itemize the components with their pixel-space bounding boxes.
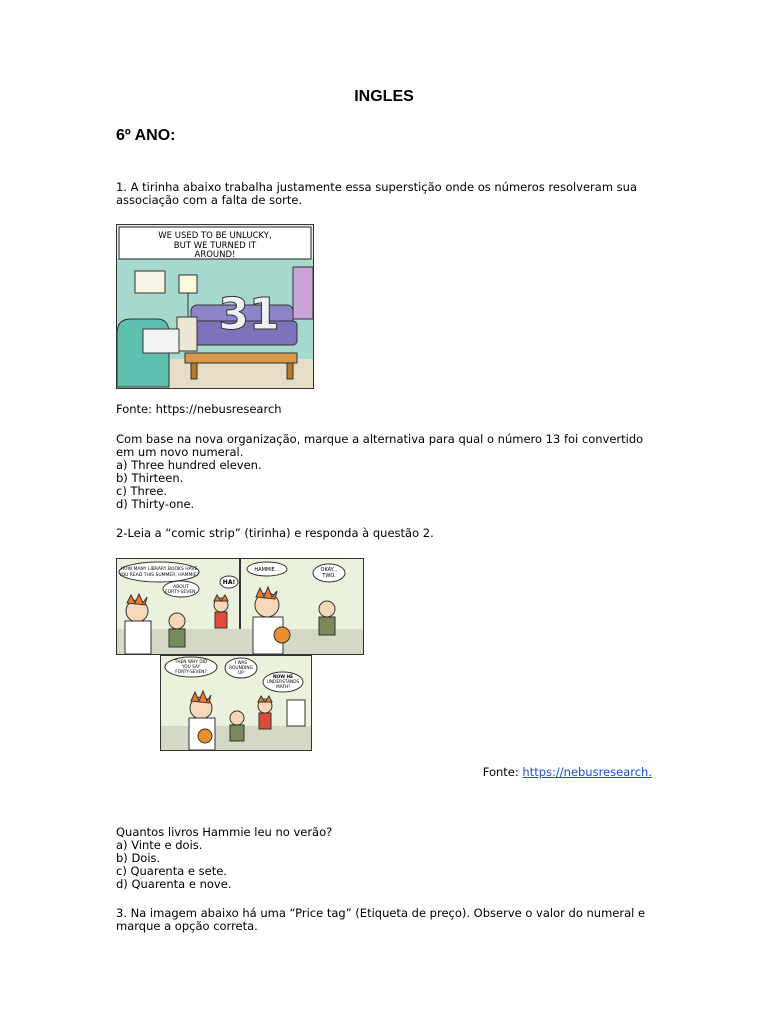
balloon-panel2-two: TWO.	[322, 573, 336, 579]
question-2-source-label: Fonte:	[482, 765, 523, 779]
comic-image-unlucky-numbers	[116, 224, 314, 389]
question-2-option-b: b) Dois.	[116, 851, 161, 865]
grade-heading: 6º ANO:	[116, 127, 176, 144]
comic-strip-top-illustration	[117, 559, 363, 654]
balloon-panel3-rounding-3: UP	[238, 671, 244, 676]
balloon-panel1-answer-1: ABOUT	[173, 585, 189, 590]
question-1-option-d: d) Thirty-one.	[116, 497, 195, 511]
question-1-option-a: a) Three hundred eleven.	[116, 458, 262, 472]
balloon-panel3-math-3: MATH!	[276, 685, 290, 690]
balloon-panel1-line2: YOU READ THIS SUMMER, HAMMIE?	[119, 573, 199, 578]
balloon-panel3-math-2: UNDERSTANDS	[266, 680, 300, 685]
balloon-panel3-math-1: NOW HE	[272, 675, 294, 680]
question-1-block	[116, 433, 656, 511]
balloon-panel1-answer-2: FORTY-SEVEN.	[165, 590, 197, 595]
comic-illustration	[117, 225, 313, 388]
balloon-panel1-ha: HA!	[222, 579, 236, 586]
comic-strip-panel-3	[160, 655, 312, 751]
comic-strip-bottom-illustration	[161, 656, 311, 750]
question-2-source-link[interactable]: https://nebusresearch.	[522, 765, 652, 779]
question-2-option-c: c) Quarenta e sete.	[116, 864, 227, 878]
comic-strip-panels-1-2	[116, 558, 364, 655]
comic-caption-line-1: WE USED TO BE UNLUCKY,	[158, 231, 272, 241]
question-1-option-b: b) Thirteen.	[116, 471, 184, 485]
balloon-panel1-line1: HOW MANY LIBRARY BOOKS HAVE	[120, 567, 198, 572]
question-3-intro: 3. Na imagem abaixo há uma “Price tag” (Etiqueta de preço). Observe o valor do numeral e marque a opção correta.	[116, 906, 646, 933]
comic-caption-line-3: AROUND!	[194, 250, 236, 260]
question-2-source	[483, 766, 652, 779]
question-2-intro: 2-Leia a “comic strip” (tirinha) e responda à questão 2.	[116, 526, 434, 540]
balloon-panel2-okay: OKAY...	[320, 567, 338, 573]
balloon-panel3-rounding-1: I WAS	[234, 661, 248, 666]
comic-number-31: 31	[218, 289, 280, 340]
question-2-block	[116, 826, 332, 891]
balloon-panel3-rounding-2: ROUNDING	[229, 666, 253, 671]
question-1-source: Fonte: https://nebusresearch	[116, 402, 282, 416]
question-1-option-c: c) Three.	[116, 484, 168, 498]
page-title: INGLES	[354, 88, 414, 105]
question-1-intro: 1. A tirinha abaixo trabalha justamente essa superstição onde os números resolveram sua associação com a falta de sorte.	[116, 180, 638, 207]
comic-caption-line-2: BUT WE TURNED IT	[173, 241, 257, 251]
balloon-panel3-line3: FORTY-SEVEN?	[175, 670, 207, 675]
balloon-panel2-hammie: HAMMIE...	[254, 567, 280, 573]
balloon-panel3-line1: THEN WHY DID	[174, 660, 208, 665]
question-2-option-d: d) Quarenta e nove.	[116, 877, 232, 891]
balloon-panel3-line2: YOU SAY	[181, 665, 201, 670]
question-1-text: Com base na nova organização, marque a alternativa para qual o número 13 foi convertido em um novo numeral.	[116, 432, 644, 459]
question-2-option-a: a) Vinte e dois.	[116, 838, 203, 852]
question-2-text: Quantos livros Hammie leu no verão?	[116, 825, 333, 839]
